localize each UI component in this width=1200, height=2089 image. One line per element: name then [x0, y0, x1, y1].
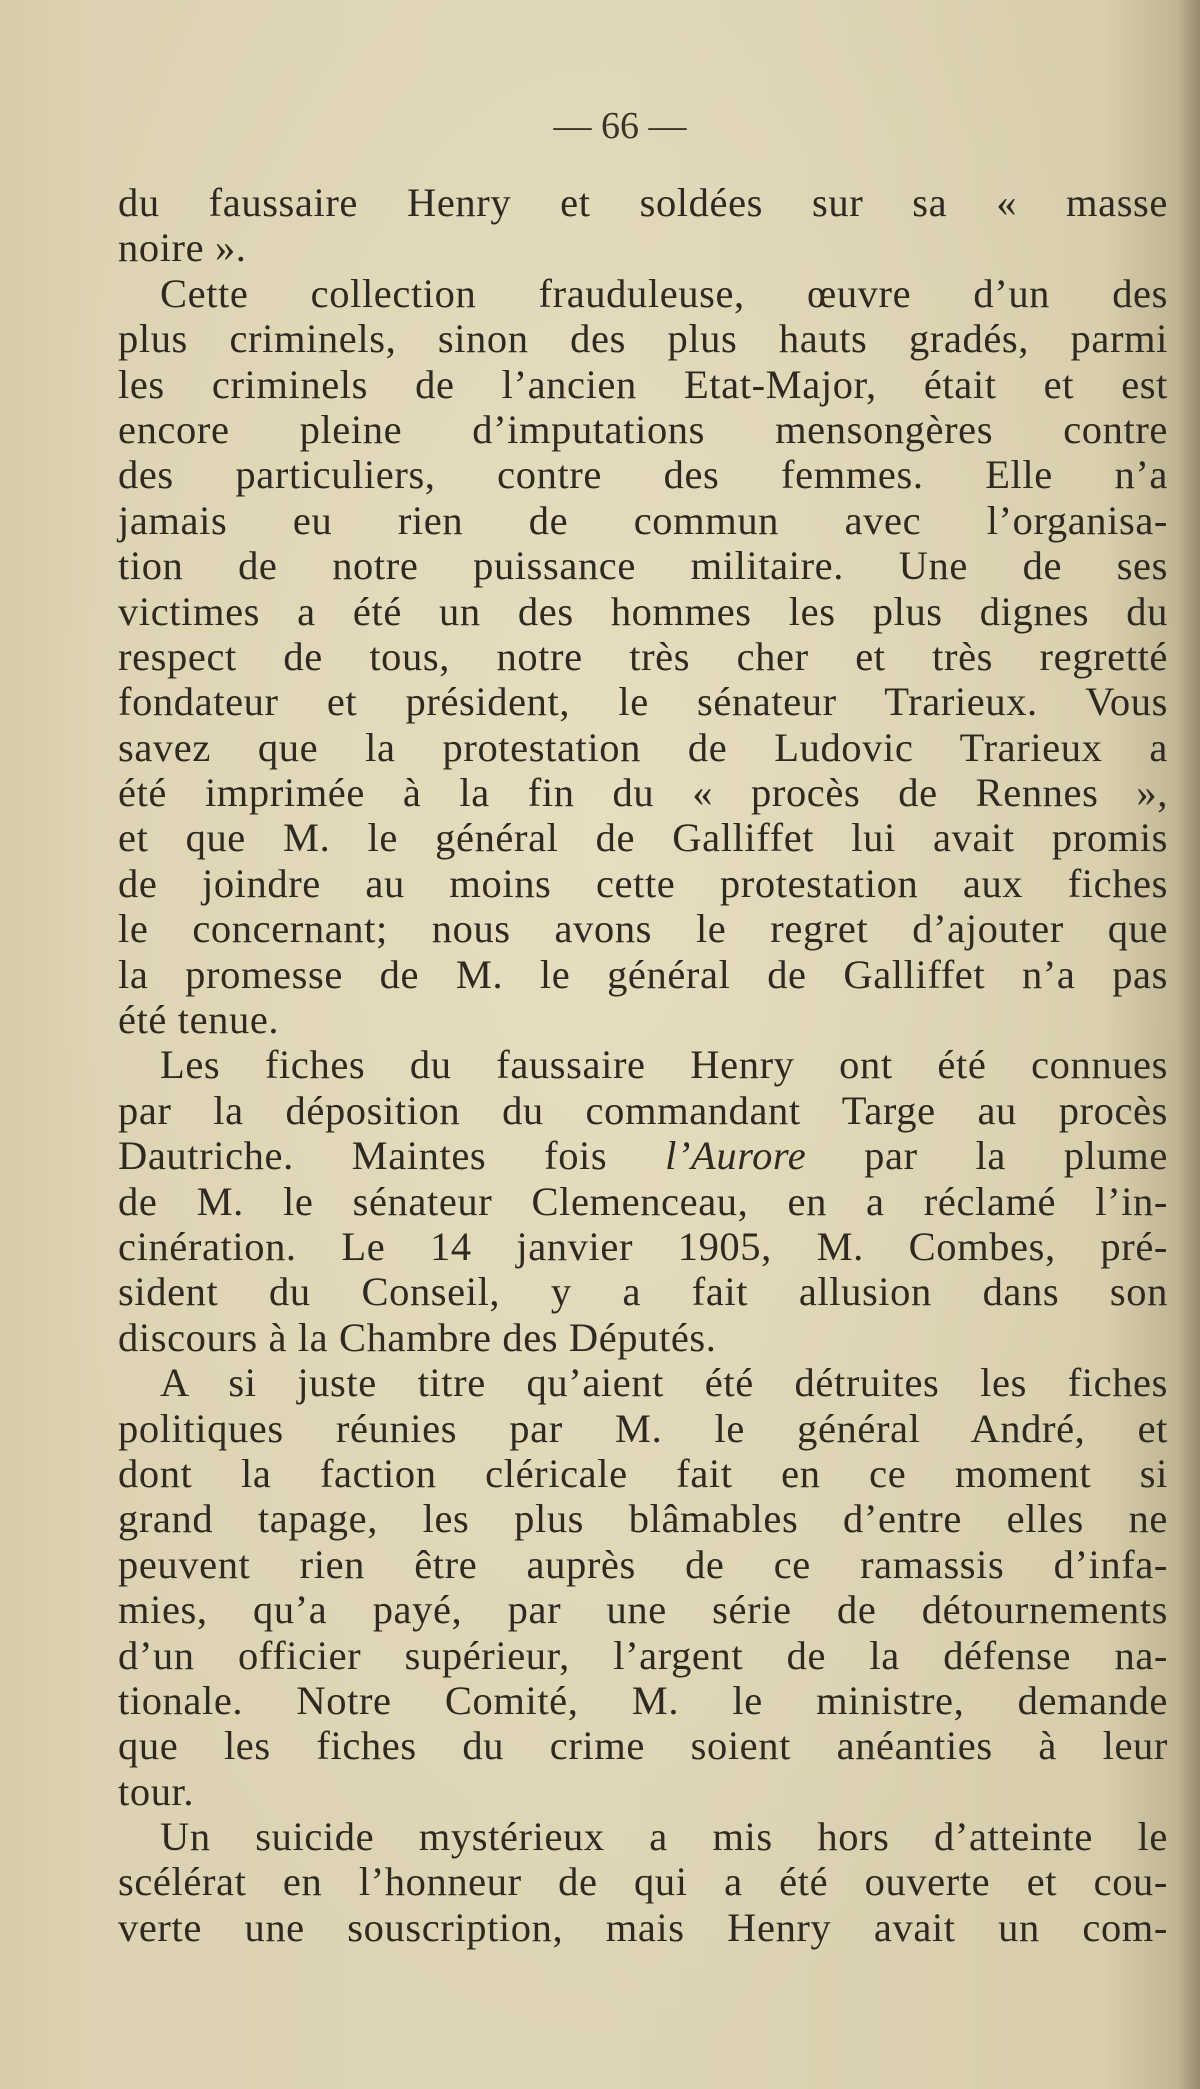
- text-line: d’un officier supérieur, l’argent de la défense na-: [118, 1632, 1168, 1678]
- page-number: — 66 —: [553, 105, 687, 147]
- text-line: tionale. Notre Comité, M. le ministre, demande: [118, 1677, 1168, 1723]
- text-line: A si juste titre qu’aient été détruites les fiches: [160, 1360, 1168, 1406]
- text-line: que les fiches du crime soient anéanties à leur: [118, 1723, 1168, 1769]
- text-line: verte une souscription, mais Henry avait un com-: [118, 1904, 1168, 1950]
- page-edge-shadow: [1178, 0, 1200, 2089]
- text-line: été imprimée à la fin du « procès de Rennes »,: [118, 770, 1168, 816]
- text-line: plus criminels, sinon des plus hauts gradés, parmi: [118, 316, 1168, 362]
- text-line: scélérat en l’honneur de qui a été ouverte et cou-: [118, 1859, 1168, 1905]
- text-line: la promesse de M. le général de Galliffet n’a pas: [118, 951, 1168, 997]
- text-line: fondateur et président, le sénateur Trarieux. Vous: [118, 679, 1168, 725]
- body-text: [118, 180, 1168, 1950]
- text-line: encore pleine d’imputations mensongères contre: [118, 406, 1168, 452]
- text-line: politiques réunies par M. le général André, et: [118, 1405, 1168, 1451]
- text-line: par la déposition du commandant Targe au procès: [118, 1087, 1168, 1133]
- text-line: de M. le sénateur Clemenceau, en a réclamé l’in-: [118, 1178, 1168, 1224]
- text-line: sident du Conseil, y a fait allusion dans son: [118, 1269, 1168, 1315]
- text-line: respect de tous, notre très cher et très regretté: [118, 633, 1168, 679]
- text-line: tion de notre puissance militaire. Une de ses: [118, 543, 1168, 589]
- text-line: peuvent rien être auprès de ce ramassis d’infa-: [118, 1541, 1168, 1587]
- text-line: Cette collection frauduleuse, œuvre d’un des: [160, 270, 1168, 316]
- text-line: jamais eu rien de commun avec l’organisa-: [118, 497, 1168, 543]
- text-line: savez que la protestation de Ludovic Trarieux a: [118, 724, 1168, 770]
- text-line: tour.: [118, 1768, 195, 1814]
- text-line: des particuliers, contre des femmes. Elle n’a: [118, 452, 1168, 498]
- text-line: dont la faction cléricale fait en ce moment si: [118, 1450, 1168, 1496]
- text-line: discours à la Chambre des Députés.: [118, 1314, 717, 1360]
- text-line: de joindre au moins cette protestation aux fiches: [118, 860, 1168, 906]
- text-line: noire ».: [118, 225, 247, 271]
- text-line: du faussaire Henry et soldées sur sa « masse: [118, 180, 1168, 225]
- text-line: Les fiches du faussaire Henry ont été connues: [160, 1042, 1168, 1088]
- text-line: mies, qu’a payé, par une série de détournements: [118, 1587, 1168, 1633]
- italic-title: l’Aurore: [665, 1133, 807, 1179]
- text-line: cinération. Le 14 janvier 1905, M. Combes, pré-: [118, 1223, 1168, 1269]
- text-line: victimes a été un des hommes les plus dignes du: [118, 588, 1168, 634]
- text-line: grand tapage, les plus blâmables d’entre elles ne: [118, 1496, 1168, 1542]
- text-line: et que M. le général de Galliffet lui avait promis: [118, 815, 1168, 861]
- text-line: le concernant; nous avons le regret d’ajouter que: [118, 906, 1168, 952]
- text-line: Dautriche. Maintes fois l’Aurore par la plume: [118, 1133, 1168, 1179]
- text-line: Un suicide mystérieux a mis hors d’atteinte le: [160, 1814, 1168, 1860]
- text-line: les criminels de l’ancien Etat-Major, était et est: [118, 361, 1168, 407]
- text-line: été tenue.: [118, 997, 280, 1043]
